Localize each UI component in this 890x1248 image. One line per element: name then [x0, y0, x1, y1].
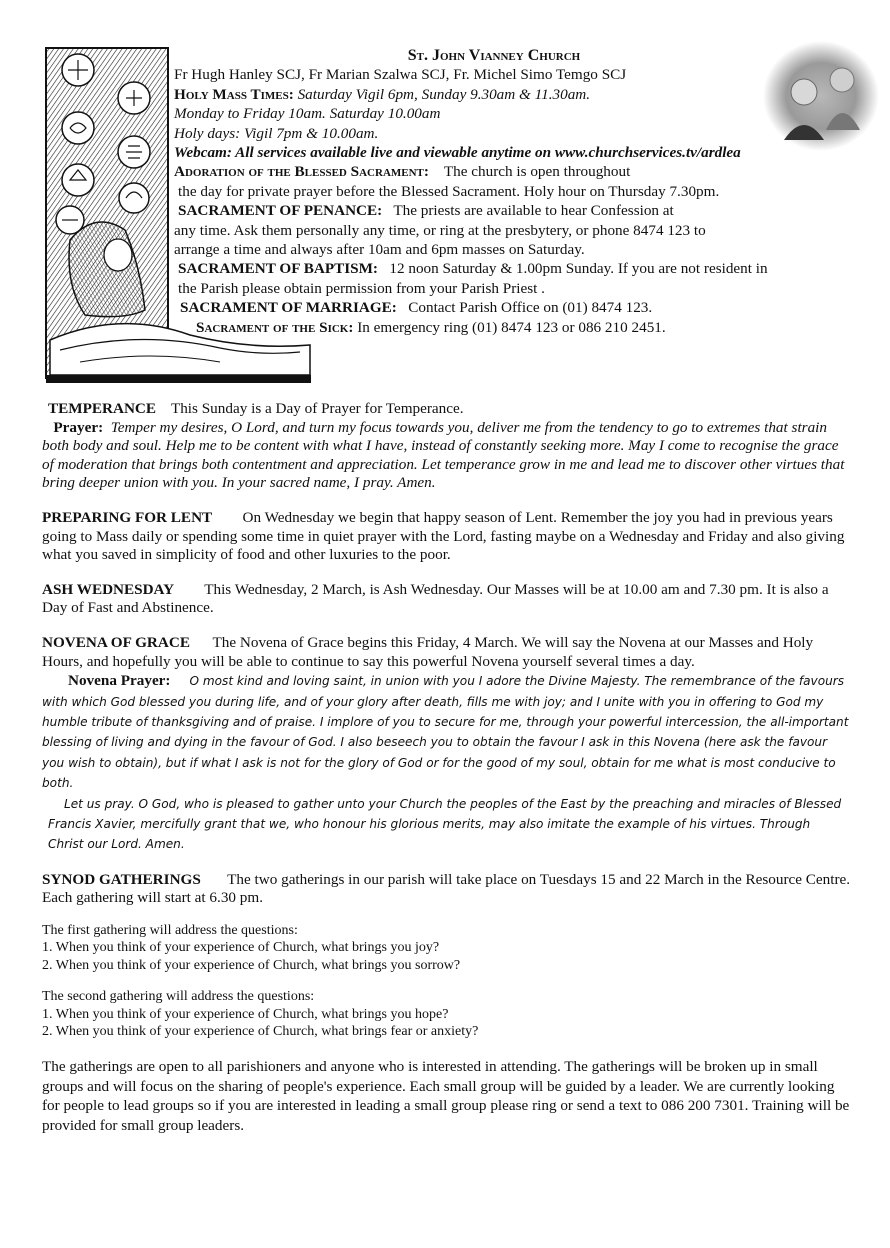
lent-text: On Wednesday we begin that happy season of Lent. Remember the joy you had in previous years going to Mass daily or spending some time in quiet prayer with the Lord, fasting maybe on a Wednesday and Friday and also giving what you saved in simplicity of food and other luxuries to the poor. [42, 508, 845, 564]
novena-heading: NOVENA OF GRACE [42, 633, 190, 651]
church-header [40, 40, 880, 390]
mass-times-label: Holy Mass Times: [174, 85, 294, 103]
novena-prayer [42, 671, 852, 793]
baptism-text-1: 12 noon Saturday & 1.00pm Sunday. If you are not resident in [389, 260, 768, 278]
temperance-prayer-label: Prayer: [53, 418, 104, 436]
sick-label: Sacrament of the Sick: [196, 318, 354, 336]
mass-times-line [174, 85, 890, 104]
penance-text-2: any time. Ask them personally any time, or ring at the presbytery, or phone 8474 123 to [174, 221, 706, 239]
second-gathering-intro: The second gathering will address the questions: [42, 989, 315, 1005]
webcam-line: Webcam: All services available live and viewable anytime on www.churchservices.tv/ardlea [174, 144, 741, 162]
penance-text-1: The priests are available to hear Confession at [393, 202, 674, 220]
adoration-text-1: The church is open throughout [443, 163, 631, 181]
baptism-line [174, 259, 890, 278]
lent-section [42, 509, 852, 565]
marriage-line [174, 298, 890, 317]
mass-times: Saturday Vigil 6pm, Sunday 9.30am & 11.30am. [297, 85, 591, 103]
ash-section [42, 581, 852, 618]
penance-text-3: arrange a time and always after 10am and 6pm masses on Saturday. [174, 241, 585, 259]
second-gathering-q2: 2. When you think of your experience of Church, what brings fear or anxiety? [42, 1024, 479, 1040]
newsletter-body [42, 400, 852, 1135]
synod-text: The two gatherings in our parish will take place on Tuesdays 15 and 22 March in the Resource Centre. Each gathering will start at 6.30 pm. [42, 870, 851, 907]
temperance-intro-line [42, 400, 852, 419]
church-name: St. John Vianney Church [407, 47, 581, 64]
lent-heading: PREPARING FOR LENT [42, 508, 213, 526]
temperance-prayer-text: Temper my desires, O Lord, and turn my focus towards you, deliver me from the tendency to go to extremes that strain both body and soul. Help me to be content with what I have, instead of constantly seeking more. May I come to recognise the grace of moderation that brings both contentment and appreciation. Let temperance grow in me and lead me to discover other virtues that bring deeper union with you. In your sacred name, I pray. Amen. [42, 418, 845, 492]
priests-line: Fr Hugh Hanley SCJ, Fr Marian Szalwa SCJ, Fr. Michel Simo Temgo SCJ [174, 66, 627, 84]
novena-section [42, 634, 852, 671]
synod-closing: The gatherings are open to all parishioners and anyone who is interested in attending. The gatherings will be broken up in small groups and will focus on the sharing of people's experience. Each small group will be guided by a leader. We are currently looking for people to lead groups so if you are interested in leading a small group please ring or send a text to 086 200 7301. Training will be provided for small group leaders. [42, 1057, 850, 1134]
first-gathering-q2: 2. When you think of your experience of Church, what brings you sorrow? [42, 957, 461, 973]
sick-line [174, 318, 890, 337]
novena-prayer-label: Novena Prayer: [68, 672, 171, 690]
temperance-intro: This Sunday is a Day of Prayer for Temperance. [170, 400, 464, 417]
sick-text: In emergency ring (01) 8474 123 or 086 210 2451. [357, 318, 666, 336]
adoration-label: Adoration of the Blessed Sacrament: [174, 163, 429, 181]
weekday-times: Monday to Friday 10am. Saturday 10.00am [174, 105, 441, 123]
adoration-line [174, 162, 890, 181]
synod-section [42, 871, 852, 908]
first-gathering-q1: 1. When you think of your experience of Church, what brings you joy? [42, 940, 440, 956]
novena-prayer-text: O most kind and loving saint, in union with you I adore the Divine Majesty. The remembrance of the favours with which God blessed you during life, and of your glory after death, fills me with joy; and I unite with you in offering to God my humble tribute of thanksgiving and of praise. I implore of you to secure for me, through your powerful intercession, the all-important blessing of living and dying in the favour of God. I also beseech you to obtain the favour I ask in this Novena (here ask the favour you wish to obtain), but if what I ask is not for the glory of God or for the good of my soul, obtain for me what is most conducive to both. [42, 674, 849, 791]
ash-text: This Wednesday, 2 March, is Ash Wednesday. Our Masses will be at 10.00 am and 7.30 pm. It is also a Day of Fast and Abstinence. [42, 580, 829, 617]
church-info [174, 46, 890, 337]
first-gathering-intro: The first gathering will address the questions: [42, 922, 298, 938]
temperance-prayer [42, 419, 852, 493]
penance-label: SACRAMENT OF PENANCE: [178, 202, 383, 220]
marriage-label: SACRAMENT OF MARRIAGE: [180, 299, 397, 317]
novena-text: The Novena of Grace begins this Friday, 4 March. We will say the Novena at our Masses and Holy Hours, and hopefully you will be able to continue to say this powerful Novena yourself several times a day. [42, 633, 814, 670]
ash-heading: ASH WEDNESDAY [42, 580, 175, 598]
baptism-text-2: the Parish please obtain permission from your Parish Priest . [178, 279, 545, 297]
second-gathering-q1: 1. When you think of your experience of Church, what brings you hope? [42, 1006, 449, 1022]
temperance-heading: TEMPERANCE [48, 400, 157, 417]
penance-line [174, 201, 890, 220]
baptism-label: SACRAMENT OF BAPTISM: [178, 260, 378, 278]
adoration-text-2: the day for private prayer before the Blessed Sacrament. Holy hour on Thursday 7.30pm. [178, 182, 720, 200]
novena-closing: Let us pray. O God, who is pleased to gather unto your Church the peoples of the East by the preaching and miracles of Blessed Francis Xavier, mercifully grant that we, who honour his glorious merits, may also imitate the example of his virtues. Through Christ our Lord. Amen. [48, 796, 842, 852]
holy-days: Holy days: Vigil 7pm & 10.00am. [174, 124, 379, 142]
synod-heading: SYNOD GATHERINGS [42, 870, 201, 888]
marriage-text: Contact Parish Office on (01) 8474 123. [408, 299, 653, 317]
